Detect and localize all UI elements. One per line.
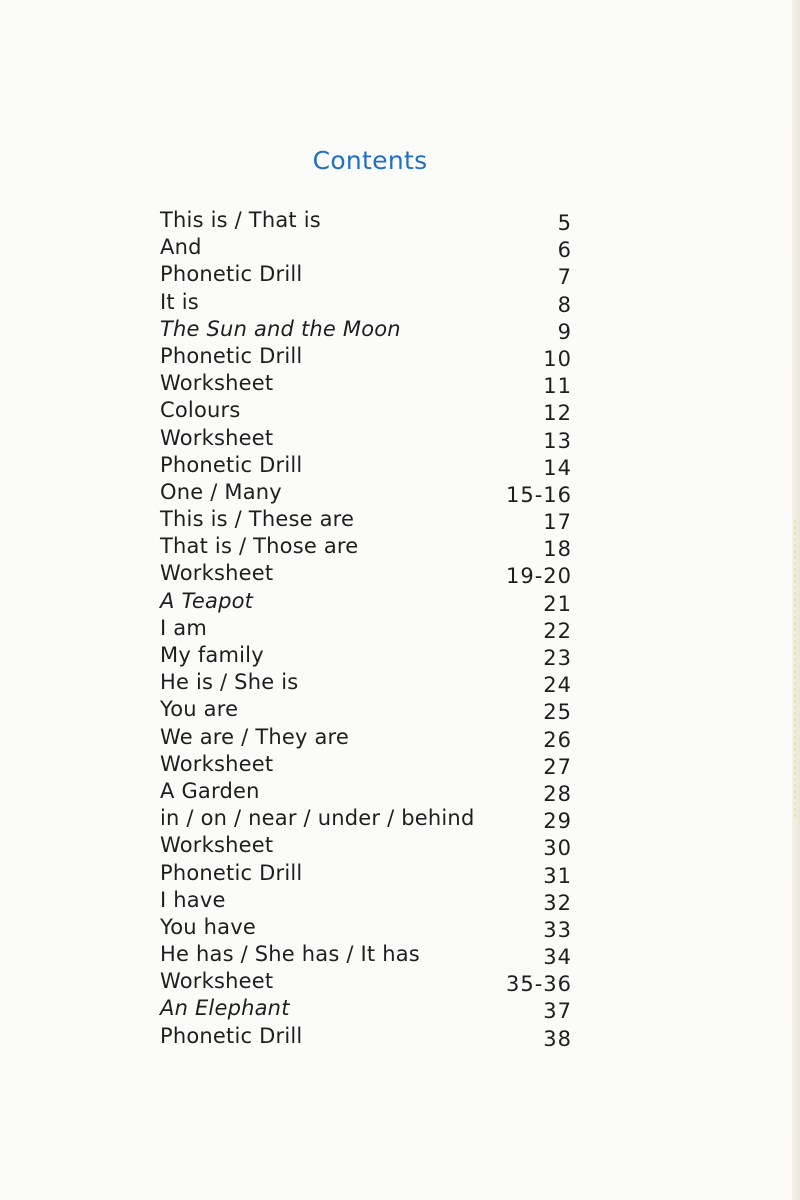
- toc-entry: [160, 615, 572, 642]
- toc-entry-page: 15-16: [505, 482, 572, 507]
- toc-entry-page: 28: [543, 781, 572, 806]
- toc-entry-page: 19-20: [505, 564, 572, 589]
- toc-entry-title: You are: [160, 697, 239, 722]
- toc-entry-title: Phonetic Drill: [160, 452, 303, 477]
- toc-entry: [160, 261, 572, 288]
- toc-entry: [160, 1023, 572, 1050]
- toc-entry-title: Phonetic Drill: [160, 860, 303, 885]
- toc-entry: [160, 778, 572, 805]
- toc-entry-page: 14: [543, 455, 572, 480]
- toc-entry: [160, 207, 572, 234]
- toc-entry: [160, 696, 572, 723]
- toc-entry: [160, 941, 572, 968]
- toc-entry-title: Worksheet: [160, 425, 274, 450]
- toc-entry-page: 37: [543, 999, 572, 1024]
- toc-entry: [160, 914, 572, 941]
- toc-entry: [160, 669, 572, 696]
- toc-entry-title: My family: [160, 643, 264, 667]
- toc-entry-title: Worksheet: [160, 751, 274, 776]
- toc-entry: [160, 370, 572, 397]
- toc-entry-title: Worksheet: [160, 833, 274, 858]
- toc-entry-title: You have: [160, 914, 256, 939]
- toc-entry: [160, 887, 572, 914]
- toc-entry-page: 6: [557, 238, 572, 263]
- toc-entry-page: 21: [543, 591, 572, 616]
- toc-entry-page: 31: [543, 863, 572, 888]
- toc-entry-page: 17: [543, 510, 572, 535]
- toc-entry: [160, 751, 572, 778]
- toc-entry: [160, 316, 572, 343]
- toc-entry: [160, 995, 572, 1022]
- toc-entry-page: 9: [557, 319, 572, 344]
- toc-entry-page: 30: [543, 836, 572, 861]
- toc-entry: [160, 343, 572, 370]
- toc-entry-page: 22: [543, 618, 572, 643]
- toc-entry-page: 32: [543, 890, 572, 915]
- toc-entry-page: 10: [543, 346, 572, 371]
- toc-entry-title: Worksheet: [160, 561, 274, 586]
- toc-entry-title: He has / She has / It has: [160, 942, 420, 967]
- toc-entry-title: An Elephant: [160, 996, 290, 1021]
- toc-entry: [160, 832, 572, 859]
- toc-entry: [160, 479, 572, 506]
- toc-entry: [160, 724, 572, 751]
- toc-entry-page: 11: [543, 374, 572, 399]
- toc-entry-page: 12: [543, 401, 572, 426]
- toc-entry-title: He is / She is: [160, 670, 299, 695]
- toc-entry-title: And: [160, 235, 202, 260]
- toc-entry-title: Colours: [160, 398, 241, 423]
- toc-entry-page: 25: [543, 700, 572, 725]
- toc-entry-page: 26: [543, 727, 572, 752]
- toc-entry-title: A Teapot: [160, 588, 254, 613]
- toc-entry-title: Phonetic Drill: [160, 1023, 303, 1048]
- table-of-contents: [160, 207, 572, 1050]
- toc-entry-title: This is / That is: [160, 208, 321, 232]
- toc-entry-page: 24: [543, 673, 572, 698]
- toc-entry-title: Worksheet: [160, 371, 274, 396]
- toc-entry-title: Phonetic Drill: [160, 262, 303, 287]
- toc-entry-page: 8: [557, 292, 572, 317]
- toc-entry-page: 38: [543, 1026, 572, 1051]
- toc-entry-page: 34: [543, 945, 572, 970]
- toc-entry: [160, 588, 572, 615]
- toc-entry-page: 13: [543, 428, 572, 453]
- toc-entry-page: 23: [543, 646, 572, 670]
- toc-entry-title: in / on / near / under / behind: [160, 806, 475, 831]
- toc-entry: [160, 289, 572, 316]
- toc-entry: [160, 452, 572, 479]
- toc-entry: [160, 397, 572, 424]
- toc-entry-page: 7: [557, 265, 572, 290]
- toc-entry-title: I have: [160, 887, 226, 912]
- toc-entry: [160, 642, 572, 669]
- toc-entry-title: It is: [160, 289, 199, 314]
- toc-entry-title: Phonetic Drill: [160, 343, 303, 368]
- toc-entry: [160, 425, 572, 452]
- toc-entry-page: 5: [557, 211, 572, 235]
- page-edge: [792, 0, 800, 1200]
- toc-entry-title: I am: [160, 615, 207, 640]
- toc-entry-page: 27: [543, 754, 572, 779]
- toc-entry-page: 18: [543, 537, 572, 562]
- toc-entry: [160, 805, 572, 832]
- toc-entry-title: We are / They are: [160, 724, 350, 749]
- toc-entry: [160, 560, 572, 587]
- page-title: Contents: [312, 146, 428, 175]
- toc-entry: [160, 968, 572, 995]
- toc-entry: [160, 234, 572, 261]
- toc-entry: [160, 533, 572, 560]
- toc-entry-title: One / Many: [160, 479, 282, 504]
- toc-entry-title: That is / Those are: [160, 534, 359, 559]
- toc-entry-title: This is / These are: [160, 507, 355, 532]
- toc-entry-page: 35-36: [505, 972, 572, 997]
- toc-entry-page: 29: [543, 809, 572, 834]
- toc-entry: [160, 860, 572, 887]
- toc-entry-title: Worksheet: [160, 969, 274, 994]
- toc-entry: [160, 506, 572, 533]
- toc-entry-title: The Sun and the Moon: [160, 316, 401, 341]
- toc-entry-title: A Garden: [160, 778, 260, 803]
- toc-entry-page: 33: [543, 917, 572, 942]
